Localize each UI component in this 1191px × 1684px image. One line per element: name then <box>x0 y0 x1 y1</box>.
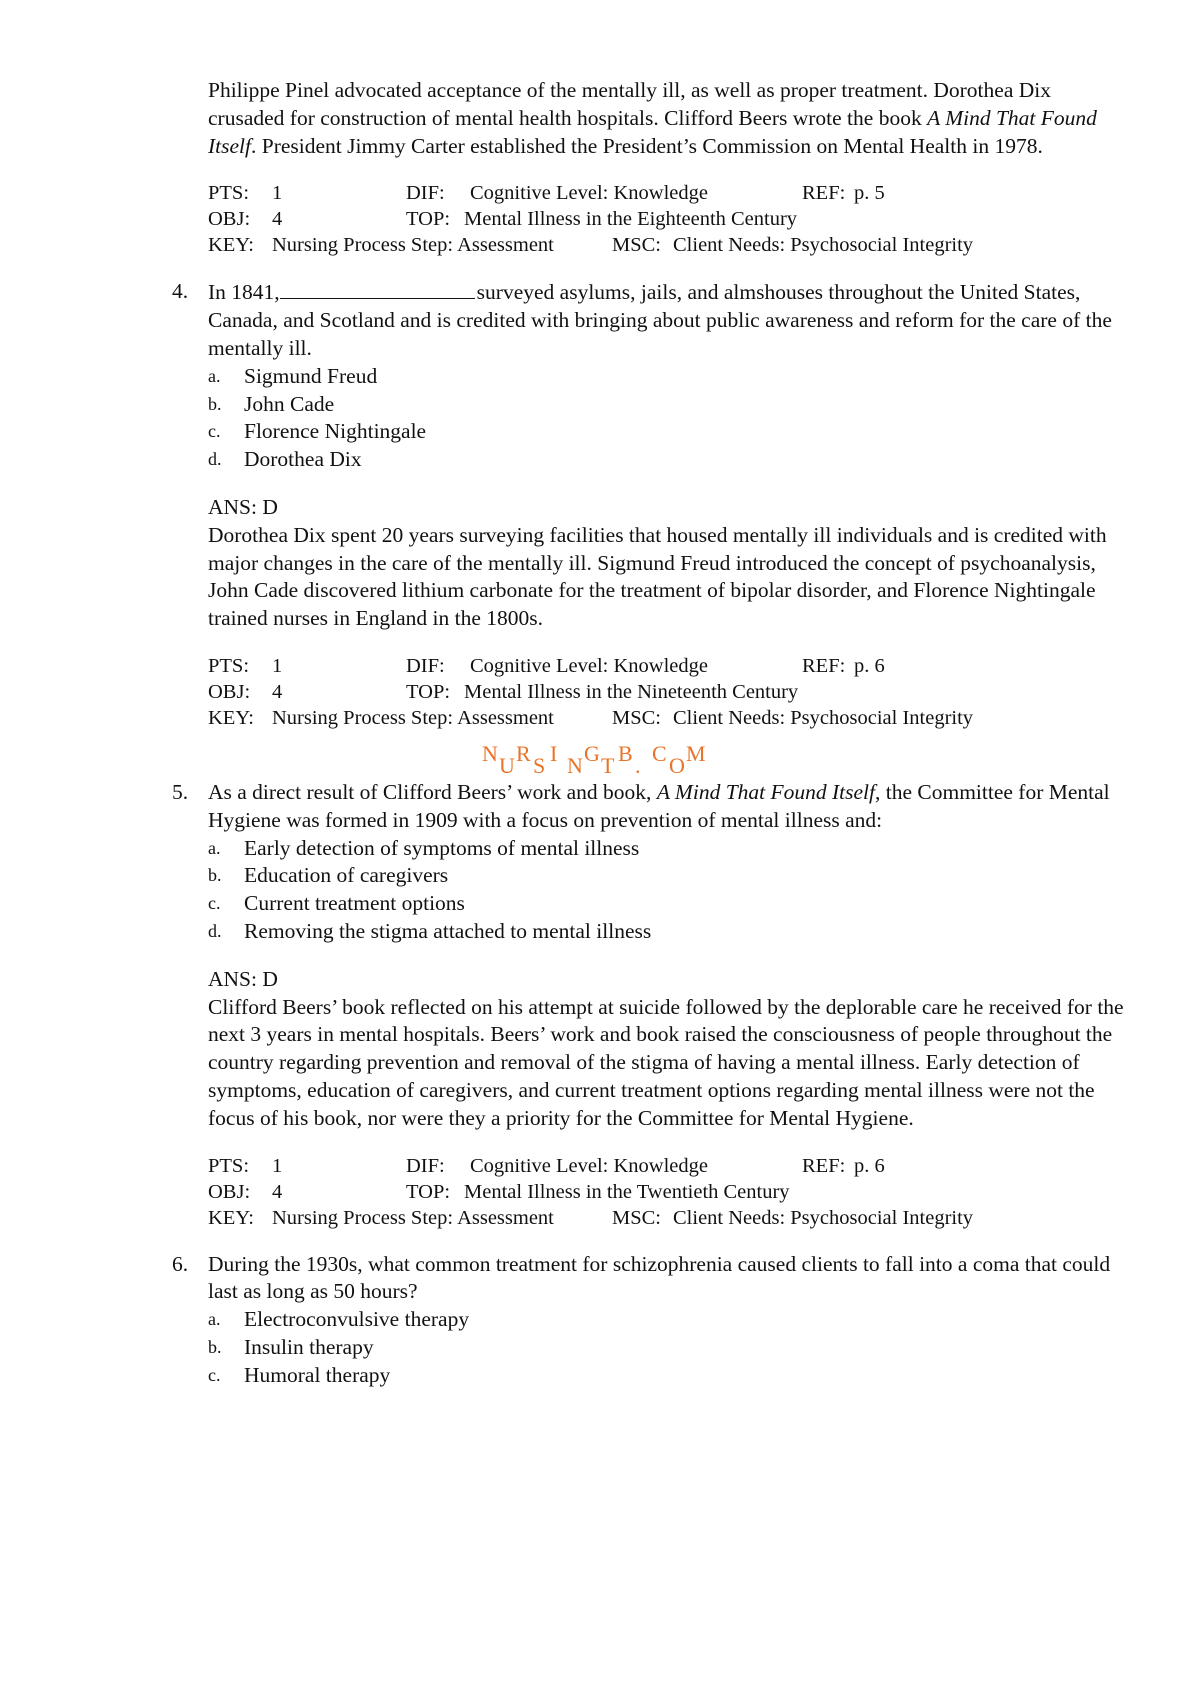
msc-value: Client Needs: Psychosocial Integrity <box>673 706 974 729</box>
ref-value: p. 6 <box>854 654 885 677</box>
watermark-letter: I <box>550 740 558 766</box>
option-b <box>208 391 1132 419</box>
watermark-letter: S <box>533 752 546 778</box>
intro-text: Philippe Pinel advocated acceptance of the mentally ill, as well as proper treatment. Dorothea Dix crusaded for construction of mental health hospitals. Clifford Beers wrote the book <box>208 78 1051 130</box>
option-text: Dorothea Dix <box>244 447 362 472</box>
dif-value: Cognitive Level: Knowledge <box>470 654 708 677</box>
option-a <box>208 835 1132 863</box>
option-text: Florence Nightingale <box>244 419 427 444</box>
pts-value: 1 <box>272 654 283 677</box>
watermark <box>482 741 1132 779</box>
ref-label: REF: <box>802 654 846 677</box>
obj-value: 4 <box>272 680 283 703</box>
option-text: Early detection of symptoms of mental illness <box>244 835 640 860</box>
option-letter: c. <box>208 421 221 442</box>
msc-label: MSC: <box>612 1206 661 1229</box>
question-5 <box>172 779 1132 946</box>
pts-value: 1 <box>272 182 283 205</box>
msc-value: Client Needs: Psychosocial Integrity <box>673 1206 974 1229</box>
option-text: Humoral therapy <box>244 1362 391 1387</box>
option-letter: b. <box>208 865 222 886</box>
watermark-letter: C <box>652 740 667 766</box>
option-c <box>208 418 1132 446</box>
intro-text-end: . President Jimmy Carter established the President’s Commission on Mental Health in 1978. <box>251 133 1043 158</box>
option-letter: a. <box>208 1309 221 1330</box>
watermark-letter: R <box>516 740 531 766</box>
option-text: John Cade <box>244 391 335 416</box>
meta-block-2 <box>208 653 1132 731</box>
msc-label: MSC: <box>612 706 661 729</box>
answer-blank <box>280 278 475 299</box>
option-d <box>208 918 1132 946</box>
key-value: Nursing Process Step: Assessment <box>272 234 554 257</box>
watermark-letter: U <box>499 752 515 778</box>
option-letter: d. <box>208 449 222 470</box>
obj-label: OBJ: <box>208 1180 251 1203</box>
ans-label: ANS: <box>208 494 257 519</box>
stem-start: As a direct result of Clifford Beers’ work and book, <box>208 779 657 804</box>
option-letter: d. <box>208 920 222 941</box>
option-text: Electroconvulsive therapy <box>244 1307 470 1332</box>
rationale: Dorothea Dix spent 20 years surveying facilities that housed mentally ill individuals and is credited with major changes in the care of the mentally ill. Sigmund Freud introduced the concept of psychoanalysis, John Cade discovered lithium carbonate for the treatment of bipolar disorder, and Florence Nightingale trained nurses in England in the 1800s. <box>208 522 1107 631</box>
question-4 <box>172 278 1132 474</box>
pts-label: PTS: <box>208 182 250 205</box>
watermark-letter: B <box>618 740 633 766</box>
option-text: Sigmund Freud <box>244 363 378 388</box>
dif-label: DIF: <box>406 182 445 205</box>
top-label: TOP: <box>406 1180 451 1203</box>
top-value: Mental Illness in the Twentieth Century <box>464 1180 790 1203</box>
option-c <box>208 890 1132 918</box>
top-label: TOP: <box>406 208 451 231</box>
watermark-letter: G <box>584 740 600 766</box>
ans-value: D <box>262 494 278 519</box>
watermark-letter: M <box>686 740 706 766</box>
option-letter: b. <box>208 1336 222 1357</box>
dif-value: Cognitive Level: Knowledge <box>470 182 708 205</box>
question-number: 5. <box>172 779 189 804</box>
option-b <box>208 1334 1132 1362</box>
top-value: Mental Illness in the Nineteenth Century <box>464 680 799 703</box>
document-page <box>172 77 1132 1390</box>
ans-label: ANS: <box>208 966 257 991</box>
watermark-letter: . <box>635 752 641 778</box>
top-label: TOP: <box>406 680 451 703</box>
stem-end: , the Committee for Mental Hygiene was formed in 1909 with a focus on prevention of mental illness and: <box>208 779 1110 832</box>
obj-value: 4 <box>272 1180 283 1203</box>
answer-block-4 <box>208 494 1132 633</box>
top-value: Mental Illness in the Eighteenth Century <box>464 208 798 231</box>
option-letter: b. <box>208 393 222 414</box>
option-letter: c. <box>208 893 221 914</box>
pts-value: 1 <box>272 1154 283 1177</box>
question-number: 4. <box>172 279 189 304</box>
key-label: KEY: <box>208 1206 254 1229</box>
watermark-letter: N <box>482 740 498 766</box>
option-letter: a. <box>208 837 221 858</box>
obj-label: OBJ: <box>208 680 251 703</box>
answer-block-5 <box>208 966 1132 1133</box>
question-stem <box>208 779 1132 835</box>
key-value: Nursing Process Step: Assessment <box>272 1206 554 1229</box>
key-label: KEY: <box>208 234 254 257</box>
book-title: A Mind That Found Itself <box>208 105 1097 158</box>
question-number: 6. <box>172 1251 189 1276</box>
option-a <box>208 1306 1132 1334</box>
pts-label: PTS: <box>208 1154 250 1177</box>
stem-start: In 1841, <box>208 280 280 305</box>
question-6 <box>172 1251 1132 1390</box>
dif-value: Cognitive Level: Knowledge <box>470 1154 708 1177</box>
option-text: Insulin therapy <box>244 1334 374 1359</box>
option-letter: a. <box>208 365 221 386</box>
key-label: KEY: <box>208 706 254 729</box>
meta-block-1 <box>208 180 1132 258</box>
option-d <box>208 446 1132 474</box>
rationale: Clifford Beers’ book reflected on his attempt at suicide followed by the deplorable care he received for the next 3 years in mental hospitals. Beers’ work and book raised the consciousness of people throughout the country regarding prevention and removal of the stigma of having a mental illness. Early detection of symptoms, education of caregivers, and current treatment options regarding mental illness were not the focus of his book, nor were they a priority for the Committee for Mental Hygiene. <box>208 994 1124 1130</box>
option-c <box>208 1362 1132 1390</box>
book-title: A Mind That Found Itself <box>656 779 875 804</box>
ref-label: REF: <box>802 1154 846 1177</box>
stem-end: surveyed asylums, jails, and almshouses throughout the United States, Canada, and Scotland and is credited with bringing about public awareness and reform for the care of the mentally ill. <box>208 280 1112 360</box>
msc-label: MSC: <box>612 234 661 257</box>
option-letter: c. <box>208 1364 221 1385</box>
intro-rationale <box>208 77 1132 160</box>
watermark-letter: T <box>601 752 615 778</box>
ref-value: p. 5 <box>854 182 885 205</box>
ref-value: p. 6 <box>854 1154 885 1177</box>
ans-value: D <box>262 966 278 991</box>
obj-label: OBJ: <box>208 208 251 231</box>
obj-value: 4 <box>272 208 283 231</box>
question-stem: During the 1930s, what common treatment for schizophrenia caused clients to fall into a coma that could last as long as 50 hours? <box>208 1251 1111 1304</box>
dif-label: DIF: <box>406 654 445 677</box>
meta-block-3 <box>208 1153 1132 1231</box>
key-value: Nursing Process Step: Assessment <box>272 706 554 729</box>
watermark-letter: N <box>567 752 583 778</box>
watermark-letter: O <box>669 752 685 778</box>
pts-label: PTS: <box>208 654 250 677</box>
option-a <box>208 363 1132 391</box>
dif-label: DIF: <box>406 1154 445 1177</box>
msc-value: Client Needs: Psychosocial Integrity <box>673 234 974 257</box>
option-text: Current treatment options <box>244 891 465 916</box>
option-text: Removing the stigma attached to mental illness <box>244 918 652 943</box>
option-b <box>208 862 1132 890</box>
ref-label: REF: <box>802 182 846 205</box>
question-stem <box>208 278 1132 362</box>
option-text: Education of caregivers <box>244 863 449 888</box>
